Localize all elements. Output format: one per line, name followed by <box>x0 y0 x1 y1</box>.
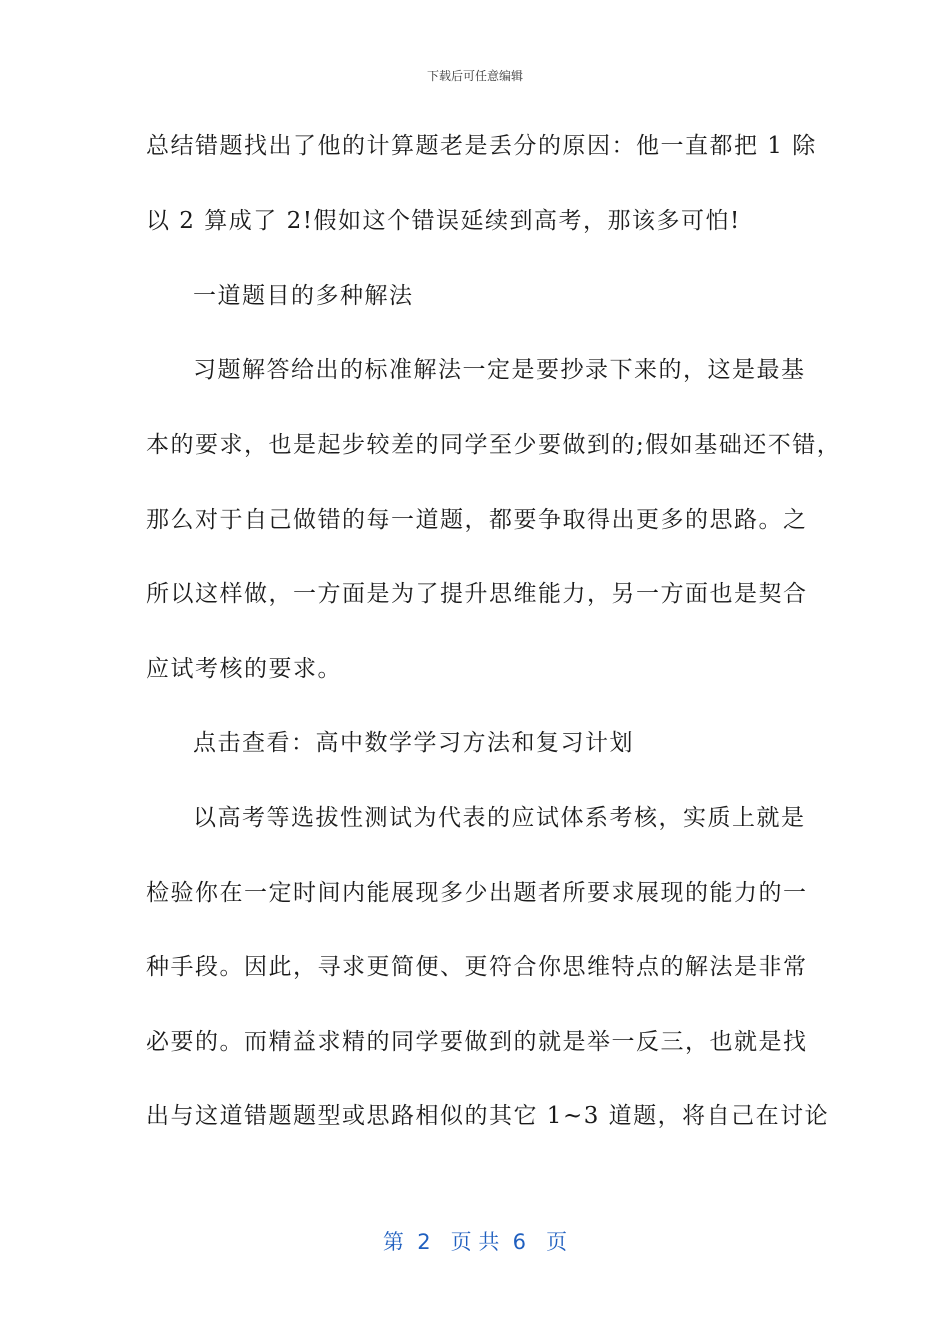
link-line[interactable]: 点击查看：高中数学学习方法和复习计划 <box>193 730 634 756</box>
paragraph-line: 习题解答给出的标准解法一定是要抄录下来的，这是最基 <box>193 357 806 383</box>
paragraph-line: 以高考等选拔性测试为代表的应试体系考核，实质上就是 <box>193 805 806 831</box>
header-note: 下载后可任意编辑 <box>426 69 523 83</box>
paragraph-line: 出与这道错题题型或思路相似的其它 1~3 道题，将自己在讨论 <box>146 1103 830 1129</box>
paragraph-line: 种手段。因此，寻求更简便、更符合你思维特点的解法是非常 <box>146 954 808 980</box>
paragraph-line: 本的要求，也是起步较差的同学至少要做到的;假如基础还不错， <box>146 432 842 458</box>
paragraph-line: 必要的。而精益求精的同学要做到的就是举一反三，也就是找 <box>146 1029 808 1055</box>
paragraph-line: 那么对于自己做错的每一道题，都要争取得出更多的思路。之 <box>146 507 808 533</box>
page-number: 第 2 页 共 6 页 <box>382 1230 568 1254</box>
paragraph-line: 检验你在一定时间内能展现多少出题者所要求展现的能力的一 <box>146 880 808 906</box>
paragraph-line: 应试考核的要求。 <box>146 656 342 682</box>
paragraph-line: 所以这样做，一方面是为了提升思维能力，另一方面也是契合 <box>146 581 808 607</box>
paragraph-line: 总结错题找出了他的计算题老是丢分的原因：他一直都把 1 除 <box>146 133 817 159</box>
section-heading: 一道题目的多种解法 <box>193 283 414 309</box>
paragraph-line: 以 2 算成了 2!假如这个错误延续到高考，那该多可怕! <box>146 208 741 234</box>
